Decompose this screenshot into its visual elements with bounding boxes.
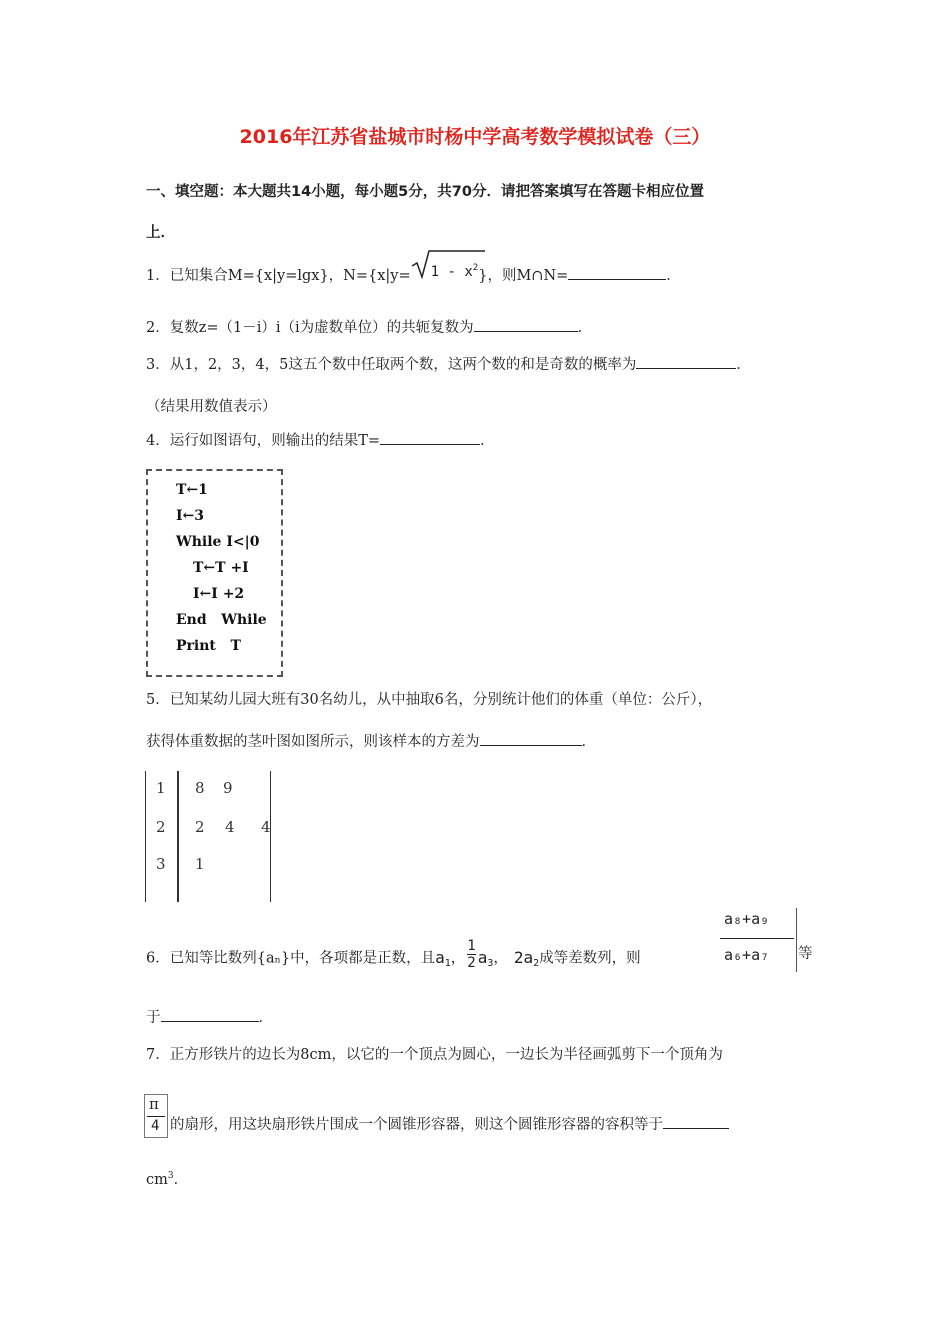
question-7-line3 (146, 1168, 188, 1189)
answer-blank[interactable] (663, 1114, 729, 1129)
answer-blank[interactable] (380, 430, 480, 445)
answer-blank[interactable] (636, 354, 736, 369)
q4-text: 4．运行如图语句，则输出的结果T= (146, 433, 381, 449)
code-line: While I<|0 (176, 534, 260, 550)
q3-note: （结果用数值表示） (146, 399, 277, 415)
code-line: Print T (176, 638, 241, 654)
sqrt-exponent: 2 (472, 262, 479, 273)
question-7-line2 (170, 1113, 729, 1134)
code-line: I←3 (176, 508, 205, 524)
q4-end: ． (480, 433, 495, 449)
fraction-half (467, 938, 475, 971)
stem-value: 3 (156, 855, 166, 873)
sqrt-expression (411, 261, 479, 280)
question-5-line1: 5．已知某幼儿园大班有30名幼儿，从中抽取6名，分别统计他们的体重（单位：公斤）， (146, 692, 713, 708)
question-7-line1: 7．正方形铁片的边长为8cm，以它的一个顶点为圆心，一边长为半径画弧剪下一个顶角为 (146, 1047, 723, 1063)
subscript: 2 (533, 957, 540, 969)
q6-after: 等 (798, 946, 813, 962)
question-3 (146, 353, 751, 374)
stem-divider (177, 771, 179, 902)
leaf-value: 4 (225, 818, 235, 836)
answer-blank[interactable] (568, 265, 666, 280)
question-6: 6．已知等比数列{aₙ}中，各项都是正数，且$a_1$， $\frac{1}{2}$ $a_3$， $2a_2$成等差数列，则 (146, 938, 641, 971)
pi-over-4-fraction (144, 1094, 168, 1138)
denominator: 2 (467, 955, 476, 971)
question-2 (146, 316, 592, 337)
a-symbol: a (435, 947, 445, 967)
question-4 (146, 429, 495, 450)
code-line: T←T +I (193, 560, 249, 576)
code-figure (146, 469, 283, 677)
subscript: 1 (444, 957, 451, 969)
q7-end: ． (173, 1172, 189, 1188)
ratio-numerator: a₈+a₉ (724, 910, 770, 928)
leaf-value: 2 (195, 818, 205, 836)
answer-blank[interactable] (474, 317, 578, 332)
answer-blank[interactable] (161, 1007, 259, 1022)
leaf-value: 4 (261, 818, 271, 836)
q7-text: 的扇形，用这块扇形铁片围成一个圆锥形容器，则这个圆锥形容器的容积等于 (170, 1117, 663, 1133)
fraction-bar (720, 938, 794, 939)
q1-suffix: }，则M∩N= (478, 268, 569, 284)
q3-end: ． (736, 357, 751, 373)
ratio-denominator: a₆+a₇ (724, 946, 770, 964)
unit-cm: cm (146, 1172, 168, 1188)
numerator: 1 (467, 938, 476, 954)
coefficient: 2 (513, 947, 524, 967)
code-line: End While (176, 612, 267, 628)
q3-text: 3．从1，2，3，4，5这五个数中任取两个数，这两个数的和是奇数的概率为 (146, 357, 637, 373)
q5-text: 获得体重数据的茎叶图如图所示，则该样本的方差为 (146, 734, 480, 750)
q1-end: ． (666, 268, 681, 284)
question-6-line2 (146, 1006, 273, 1027)
fraction-bar (147, 1116, 165, 1117)
stem-leaf-plot (145, 771, 271, 902)
sqrt-content: 1 - x (430, 263, 473, 280)
ratio-fraction (718, 908, 797, 972)
leaf-value: 8 (195, 779, 205, 797)
q5-end: ． (581, 734, 596, 750)
q6-prefix: 6．已知等比数列{aₙ}中，各项都是正数，且 (146, 950, 436, 967)
question-5-line2 (146, 730, 596, 751)
term-a1 (435, 948, 451, 967)
term-2a2 (514, 948, 539, 967)
radical-sign (411, 249, 485, 279)
numerator-pi: π (149, 1095, 159, 1113)
code-line: I←I +2 (193, 586, 245, 602)
unit-exponent: 3 (167, 1171, 174, 1181)
q1-prefix: 1．已知集合M={x|y=lgx}，N={x|y= (146, 268, 411, 284)
a-symbol: a (477, 947, 488, 967)
q6-mid: 成等差数列，则 (539, 950, 641, 967)
section-heading-cont: 上． (146, 225, 175, 241)
section-heading: 一、填空题：本大题共14小题，每小题5分，共70分．请把答案填写在答题卡相应位置 (146, 184, 704, 200)
code-line: T←1 (176, 482, 208, 498)
page-title: 2016年江苏省盐城市时杨中学高考数学模拟试卷（三） (239, 126, 711, 148)
subscript: 3 (487, 957, 494, 969)
q2-end: ． (577, 320, 593, 336)
leaf-value: 9 (223, 779, 233, 797)
denominator-4: 4 (151, 1118, 160, 1134)
question-1 (146, 264, 681, 286)
a-symbol: a (523, 947, 534, 967)
answer-blank[interactable] (480, 731, 582, 746)
q2-text: 2．复数z=（1－i）i（i为虚数单位）的共轭复数为 (146, 320, 474, 336)
stem-value: 1 (156, 779, 166, 797)
q6-line2: 于 (146, 1010, 161, 1026)
q6-end: ． (258, 1010, 273, 1026)
stem-value: 2 (156, 818, 166, 836)
leaf-value: 1 (195, 855, 205, 873)
term-a3 (478, 948, 494, 967)
